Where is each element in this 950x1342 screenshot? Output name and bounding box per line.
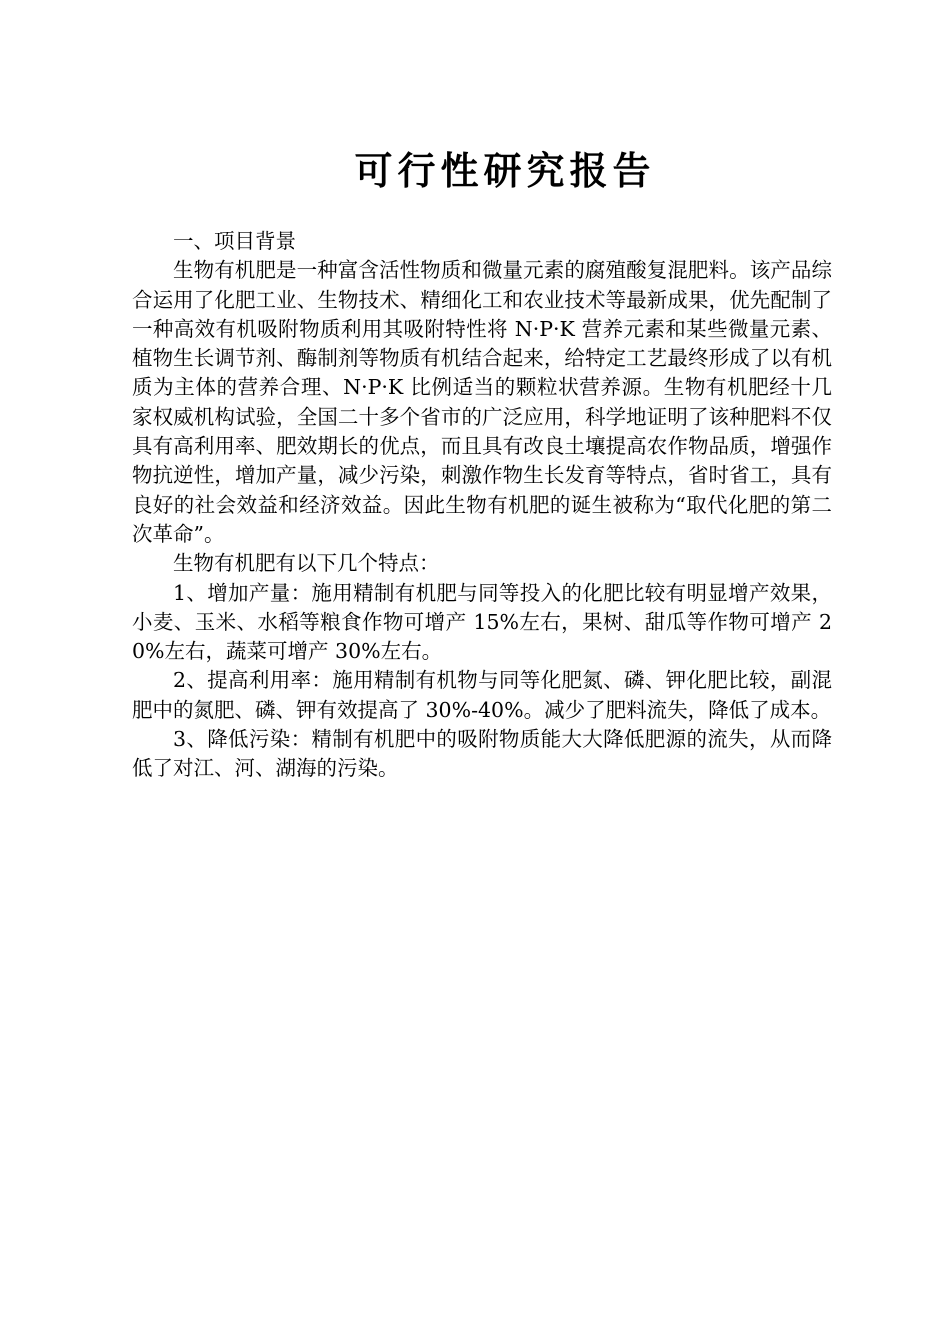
background-paragraph: 生物有机肥是一种富含活性物质和微量元素的腐殖酸复混肥料。该产品综合运用了化肥工业、生物技术、精细化工和农业技术等最新成果，优先配制了一种高效有机吸附物质利用其吸附特性将 N·P·K 营养元素和某些微量元素、植物生长调节剂、酶制剂等物质有机结合起来，给特定工艺最终形成了以有机质为主体的营养合理、N·P·K 比例适当的颗粒状营养源。生物有机肥经十几家权威机构试验，全国二十多个省市的广泛应用，科学地证明了该种肥料不仅具有高利用率、肥效期长的优点，而且具有改良土壤提高农作物品质，增强作物抗逆性，增加产量，减少污染，刺激作物生长发育等特点，省时省工，具有良好的社会效益和经济效益。因此生物有机肥的诞生被称为“取代化肥的第二次革命”。: [132, 258, 832, 546]
feature-item-pollution: 3、降低污染：精制有机肥中的吸附物质能大大降低肥源的流失，从而降低了对江、河、湖海的污染。: [132, 727, 832, 781]
section-heading: 一、项目背景: [173, 229, 296, 253]
feature-item-yield: 1、增加产量：施用精制有机肥与同等投入的化肥比较有明显增产效果，小麦、玉米、水稻等粮食作物可增产 15%左右，果树、甜瓜等作物可增产 20%左右，蔬菜可增产 30%左右。: [132, 580, 832, 664]
features-intro: 生物有机肥有以下几个特点：: [173, 551, 440, 576]
document-body: [132, 227, 832, 784]
feature-item-utilization: 2、提高利用率：施用精制有机物与同等化肥氮、磷、钾化肥比较，副混肥中的氮肥、磷、钾有效提高了 30%-40%。减少了肥料流失，降低了成本。: [132, 668, 832, 722]
document-title: 可行性研究报告: [354, 149, 656, 193]
